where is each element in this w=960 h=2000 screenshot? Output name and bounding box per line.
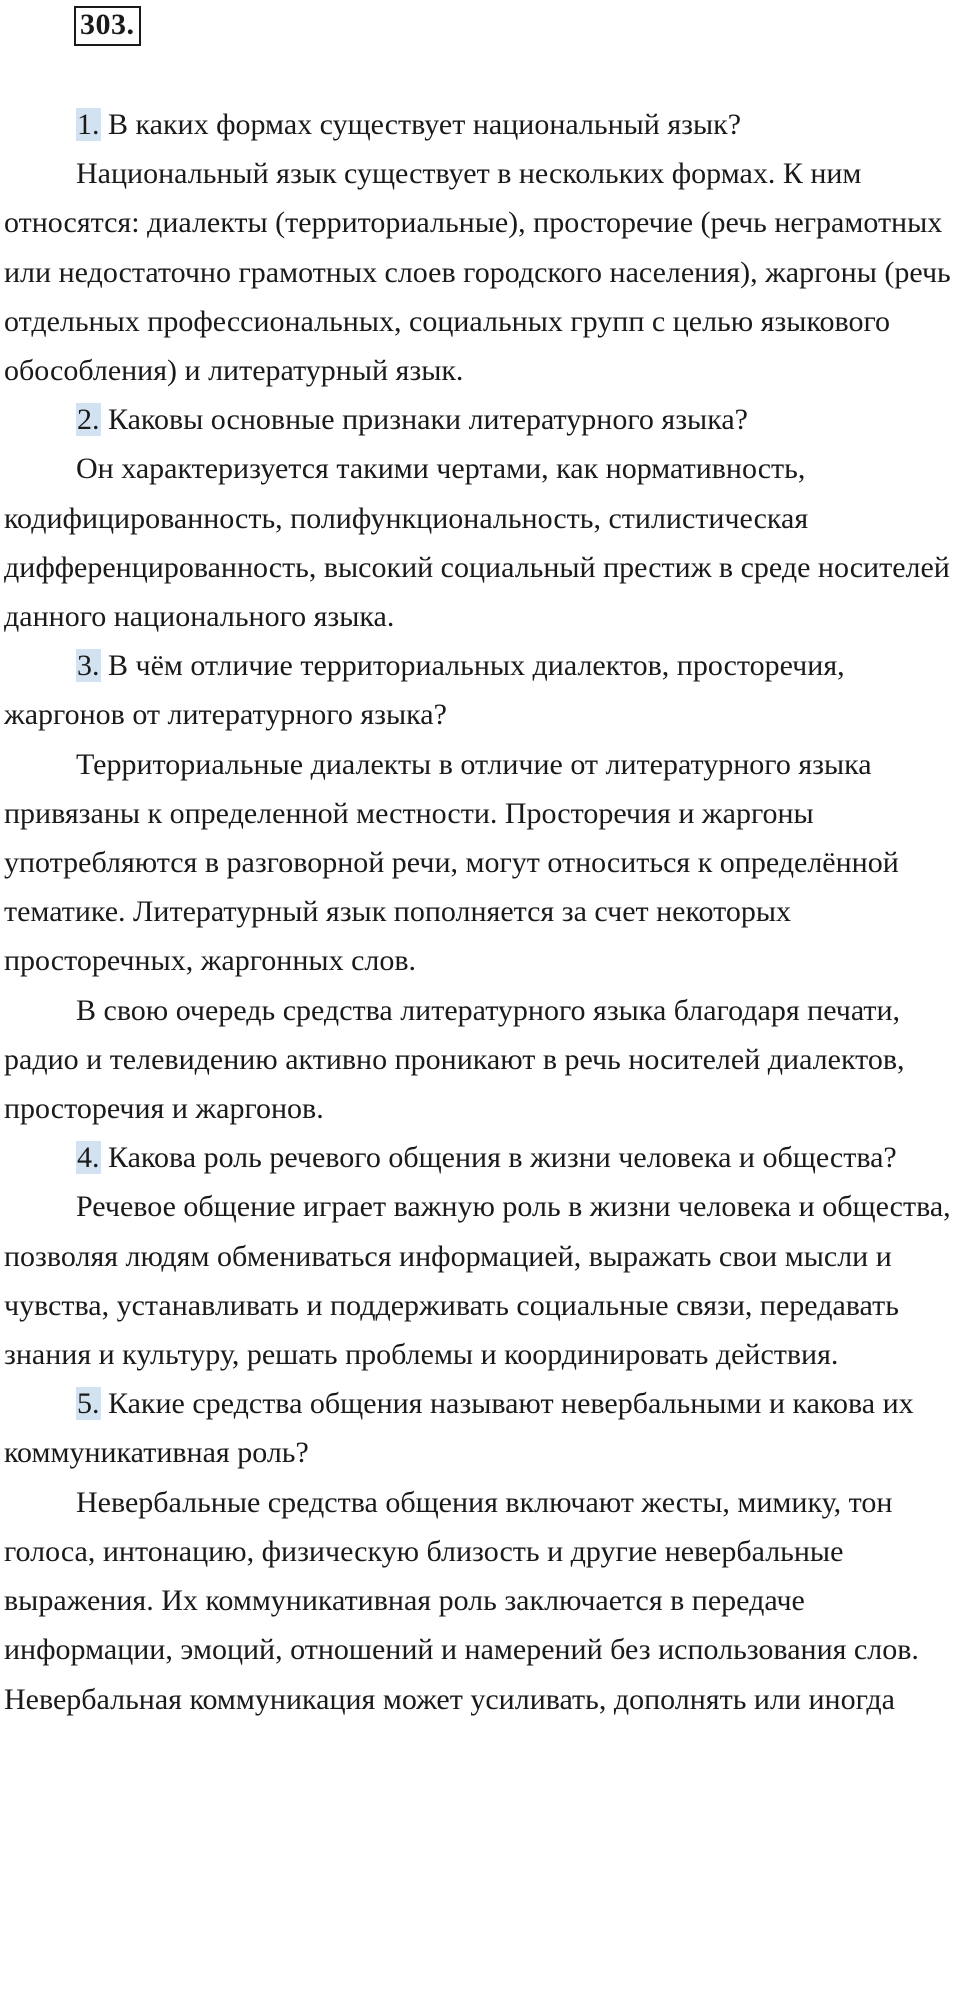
question-text: Какие средства общения называют невербальными и какова их коммуникативная роль? bbox=[4, 1387, 914, 1470]
question-number: 1. bbox=[77, 108, 100, 141]
question-number: 2. bbox=[77, 403, 100, 437]
answer-5-paragraph-1: Невербальные средства общения включают жесты, мимику, тон голоса, интонацию, физическую близость и другие невербальные выражения. Их коммуникативная роль заключается в передаче информации, эмоций, отношений и намерений без использования слов. Невербальная коммуникация может усиливать, дополнять или иногда bbox=[4, 1485, 919, 1716]
task-number-box: 303. bbox=[74, 6, 141, 46]
question-1 bbox=[4, 100, 956, 149]
answer-1-paragraph-1: Национальный язык существует в нескольких формах. К ним относятся: диалекты (территориальные), просторечие (речь неграмотных или недостаточно грамотных слоев городского населения), жаргоны (речь отдельных профессиональных, социальных групп с целью языкового обособления) и литературный язык. bbox=[4, 157, 951, 388]
question-2 bbox=[4, 395, 956, 444]
answer-3-paragraph-2: В свою очередь средства литературного языка благодаря печати, радио и телевидению активно проникают в речь носителей диалектов, просторечия и жаргонов. bbox=[4, 993, 905, 1126]
answer-4-paragraph-1: Речевое общение играет важную роль в жизни человека и общества, позволяя людям обмениваться информацией, выражать свои мысли и чувства, устанавливать и поддерживать социальные связи, передавать знания и культуру, решать проблемы и координировать действия. bbox=[4, 1190, 951, 1372]
question-5 bbox=[4, 1379, 956, 1477]
question-text: Какова роль речевого общения в жизни человека и общества? bbox=[108, 1141, 897, 1175]
question-text: В каких формах существует национальный язык? bbox=[108, 108, 742, 141]
question-number: 5. bbox=[77, 1387, 100, 1421]
question-text: Каковы основные признаки литературного языка? bbox=[108, 403, 748, 437]
question-3 bbox=[4, 641, 956, 739]
question-number: 3. bbox=[77, 649, 100, 683]
document-body bbox=[4, 100, 956, 1724]
question-text: В чём отличие территориальных диалектов, просторечия, жаргонов от литературного языка? bbox=[4, 649, 845, 732]
question-number: 4. bbox=[77, 1141, 100, 1175]
answer-3-paragraph-1: Территориальные диалекты в отличие от литературного языка привязаны к определенной местности. Просторечия и жаргоны употребляются в разговорной речи, могут относиться к определённой тематике. Литературный язык пополняется за счет некоторых просторечных, жаргонных слов. bbox=[4, 747, 899, 978]
answer-2-paragraph-1: Он характеризуется такими чертами, как нормативность, кодифицированность, полифункциональность, стилистическая дифференцированность, высокий социальный престиж в среде носителей данного национального языка. bbox=[4, 452, 950, 634]
question-4 bbox=[4, 1133, 956, 1182]
